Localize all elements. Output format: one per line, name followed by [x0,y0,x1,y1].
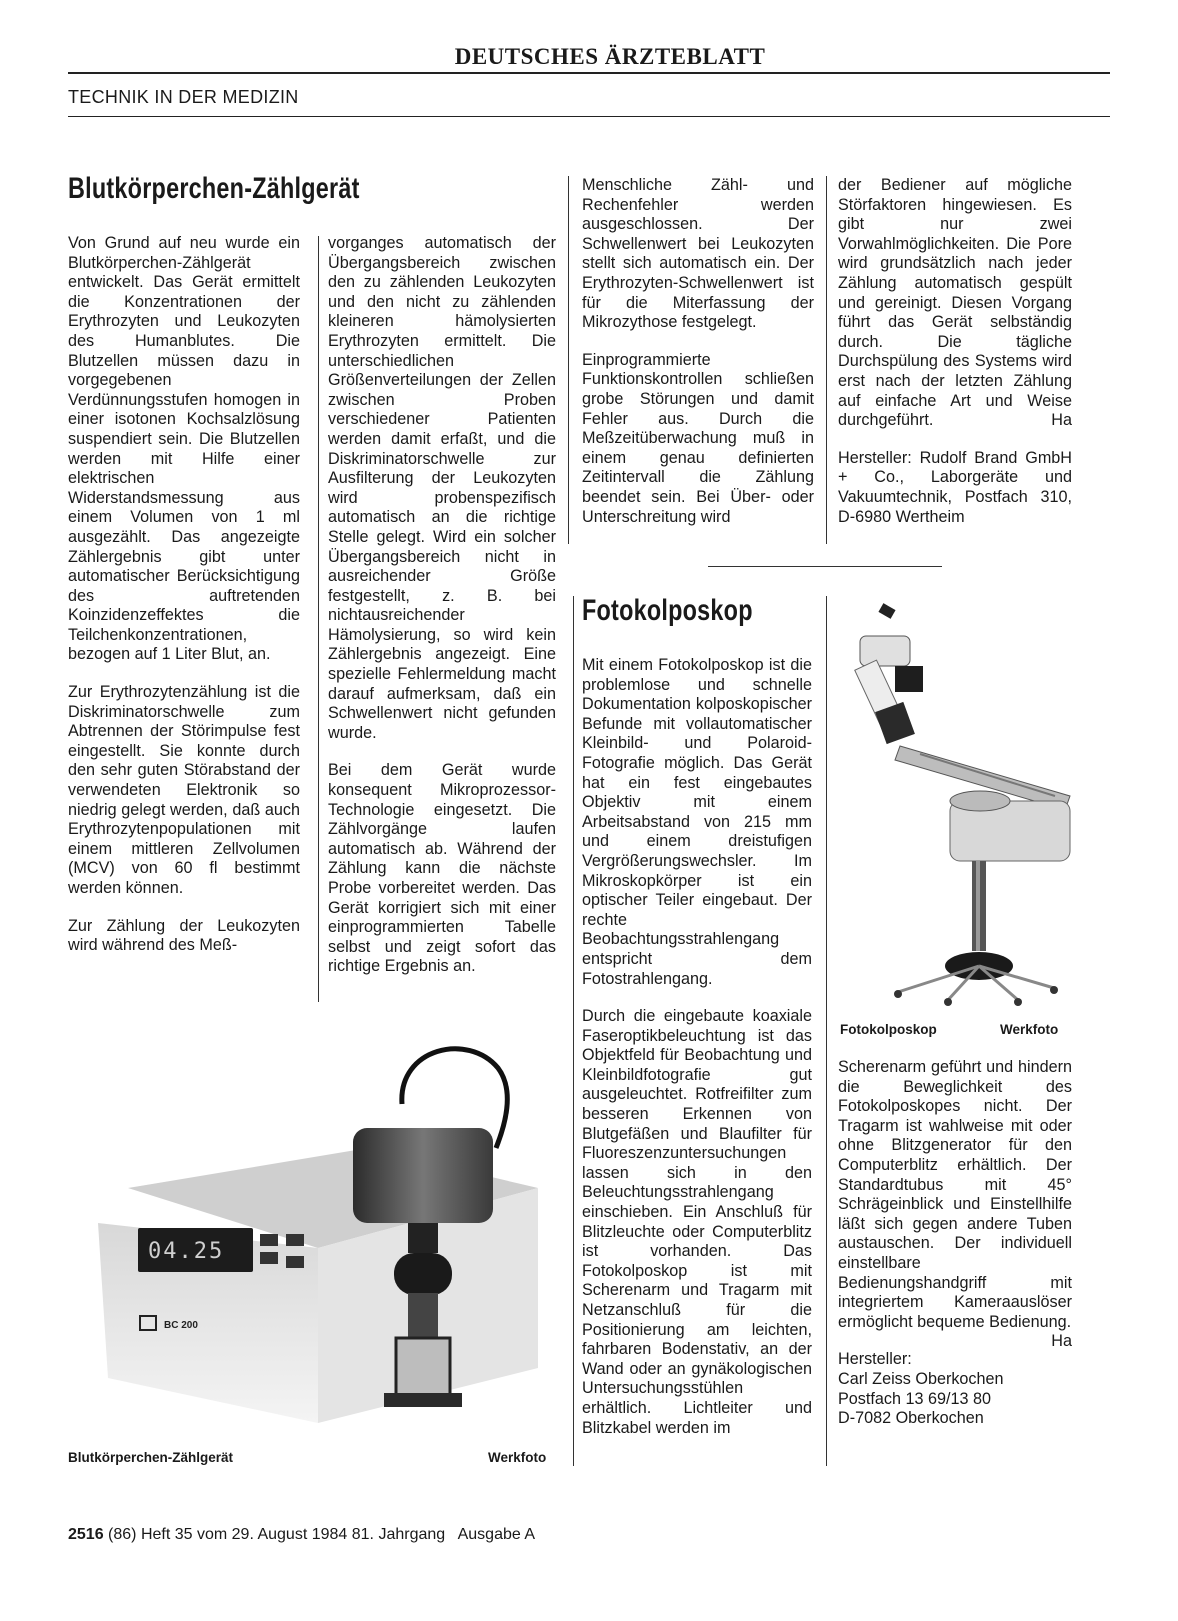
article2-column-4 [838,1058,1072,1429]
author-sign: Ha [1051,1332,1072,1351]
paragraph: Menschliche Zähl- und Rechenfehler werden ausgeschlossen. Der Schwellenwert bei Leukozyten stellt sich automatisch ein. Der Erythrozyten-Schwellenwert ist für die Miterfassung der Mikrozythose festgelegt. [582,176,814,332]
paragraph: Zur Erythrozytenzählung ist die Diskriminatorschwelle zum Abtrennen der Störimpulse fest eingestellt. Sie konnte durch den sehr guten Störabstand der verwendeten Elektronik so niedrig gelegt werden, daß auch Erythrozytenpopulationen mit einem mittleren Zellvolumen (MCV) von 60 fl bestimmt werden können. [68,683,300,897]
manufacturer-line: Carl Zeiss Oberkochen [838,1369,1004,1388]
section-label: TECHNIK IN DER MEDIZIN [68,87,299,107]
issue-info: (86) Heft 35 vom 29. August 1984 81. Jahrgang Ausgabe A [108,1526,536,1543]
article2-column-3 [582,656,812,1456]
manufacturer-block [838,1350,1072,1428]
blood-counter-illustration [68,1038,560,1438]
column-rule-2 [568,176,569,544]
paragraph: Zur Zählung der Leukozyten wird während des Meß- [68,916,300,955]
paragraph: vorganges automatisch der Übergangsbereich zwischen den zu zählenden Leukozyten und den nicht zu zählenden kleineren hämolysierten Erythrozyten ermittelt. Die unterschiedlichen Größenverteilungen der Zellen zwischen Proben verschiedener Patienten werden damit erfaßt, und die Diskriminatorschwelle zur Ausfilterung der Leukozyten wird probenspezifisch automatisch an die richtige Stelle gelegt. Wird ein solcher Übergangsbereich nicht in ausreichender Größe festgestellt, z. B. bei nichtausreichender Hämolysierung, so wird kein Zählergebnis angezeigt. Eine spezielle Fehlermeldung macht darauf aufmerksam, daß ein Schwellenwert nicht gefunden wurde. [328,234,556,742]
column-rule-4 [573,596,574,1466]
article1-column-2 [328,234,556,995]
author-sign: Ha [1051,411,1072,430]
article2-title: Fotokolposkop [582,594,753,627]
photo-caption: Fotokolposkop [840,1022,937,1037]
photo-credit: Werkfoto [1000,1022,1059,1037]
section-rule [68,116,1110,117]
paragraph: Hersteller: Rudolf Brand GmbH + Co., Laborgeräte und Vakuumtechnik, Postfach 310, D-6980 Wertheim [838,448,1072,526]
paragraph: Einprogrammierte Funktionskontrollen schließen grobe Störungen und damit Fehler aus. Durch die Meßzeitüberwachung muß in einem genau definierten Zeitintervall die Zählung beendet sein. Bei Über- oder Unterschreitung wird [582,350,814,526]
display-readout: 04.25 [148,1239,225,1264]
page-footer [68,1526,535,1544]
blood-counter-photo [68,1038,560,1438]
masthead: DEUTSCHES ÄRZTEBLATT [454,44,766,69]
column-rule-1 [318,236,319,1002]
model-label: BC 200 [164,1320,198,1331]
colposcope-illustration [840,596,1072,1012]
colposcope-photo [840,596,1072,1012]
manufacturer-line: Postfach 13 69/13 80 [838,1389,991,1408]
article1-title: Blutkörperchen-Zählgerät [68,172,360,205]
article1-column-1 [68,234,300,974]
article-separator [708,566,942,567]
column-rule-5 [826,596,827,1466]
manufacturer-line: Hersteller: [838,1350,912,1369]
masthead-rule [68,72,1110,74]
paragraph: Mit einem Fotokolposkop ist die problemlose und schnelle Dokumentation kolposkopischer Befunde mit vollautomatischer Kleinbild- und Polaroid-Fotografie möglich. Das Gerät hat ein fest eingebautes Objektiv mit einem Arbeitsabstand von 215 mm und einem dreistufigen Vergrößerungswechsler. Im Mikroskopkörper ist ein optischer Teiler eingebaut. Der rechte Beobachtungsstrahlengang entspricht dem Fotostrahlengang. [582,656,812,988]
page-number: 2516 [68,1526,104,1543]
paragraph: Bei dem Gerät wurde konsequent Mikroprozessor-Technologie eingesetzt. Die Zählvorgänge laufen automatisch ab. Während der Zählung kann die nächste Probe vorbereitet werden. Das Gerät korrigiert sich mit einer einprogrammierten Tabelle selbst und zeigt sofort das richtige Ergebnis an. [328,761,556,976]
photo-credit: Werkfoto [488,1450,547,1465]
column-rule-3 [826,176,827,544]
paragraph: Durch die eingebaute koaxiale Faseroptikbeleuchtung ist das Objektfeld für Beobachtung und Kleinbildfotografie gut ausgeleuchtet. Rotfreifilter zum besseren Erkennen von Blutgefäßen und Blaufilter für Fluoreszenzuntersuchungen lassen sich in den Beleuchtungsstrahlengang einschieben. Ein Anschluß für Blitzleuchte oder Computerblitz ist vorhanden. Das Fotokolposkop ist mit Scherenarm und Tragarm mit Netzanschluß für die Positionierung am leichten, fahrbaren Bodenstativ, an der Wand oder an gynäkologischen Untersuchungsstühlen erhältlich. Lichtleiter und Blitzkabel werden im [582,1007,812,1437]
article1-column-4 [838,176,1072,545]
paragraph: der Bediener auf mögliche Störfaktoren hingewiesen. Es gibt nur zwei Vorwahlmöglichkeiten. Die Pore wird grundsätzlich nach jeder Zählung automatisch gespült und gereinigt. Diesen Vorgang führt das Gerät selbständig durch. Die tägliche Durchspülung des Systems wird erst nach der letzten Zählung auf einfache Art und Weise durchgeführt. Ha [838,176,1072,430]
paragraph: Scherenarm geführt und hindern die Beweglichkeit des Fotokolposkopes nicht. Der Tragarm ist wahlweise mit oder ohne Blitzgenerator für den Computerblitz erhältlich. Der Standardtubus mit 45° Schrägeinblick und Einstellhilfe läßt sich gegen andere Tuben austauschen. Der individuell einstellbare Bedienungshandgriff mit integriertem Kameraauslöser ermöglicht bequeme Bedienung. Ha [838,1058,1072,1351]
paragraph: Von Grund auf neu wurde ein Blutkörperchen-Zählgerät entwickelt. Das Gerät ermittelt die Konzentrationen der Erythrozyten und Leukozyten des Humanblutes. Die Blutzellen müssen dazu in vorgegebenen Verdünnungsstufen homogen in einer isotonen Kochsalzlösung suspendiert sein. Die Blutzellen werden mit Hilfe einer elektrischen Widerstandsmessung aus einem Volumen von 1 ml ausgezählt. Das angezeigte Zählergebnis gibt unter automatischer Berücksichtigung des auftretenden Koinzidenzeffektes die Teilchenkonzentrationen, bezogen auf 1 Liter Blut, an. [68,234,300,664]
article1-column-3 [582,176,814,545]
photo-caption: Blutkörperchen-Zählgerät [68,1450,234,1465]
manufacturer-line: D-7082 Oberkochen [838,1409,984,1428]
